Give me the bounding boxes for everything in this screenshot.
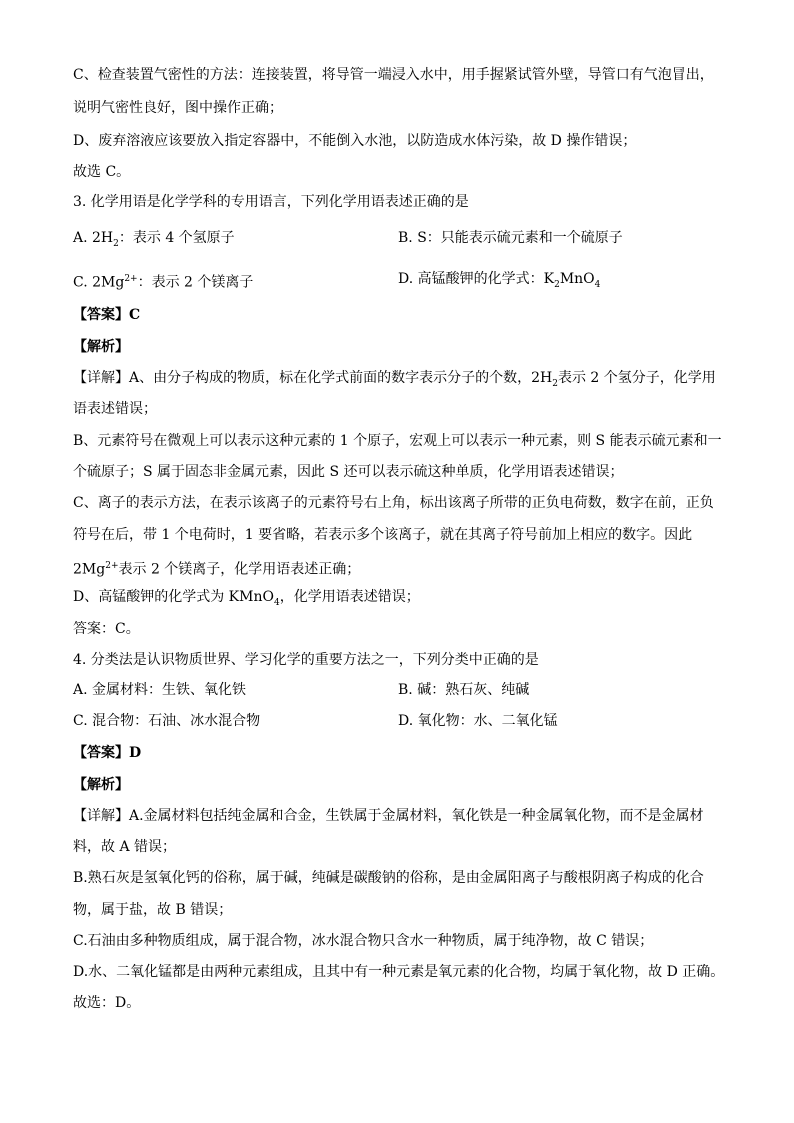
text-line: D、废弃溶液应该要放入指定容器中，不能倒入水池，以防造成水体污染，故 D 操作错误；: [73, 133, 637, 149]
question-4: 4. 分类法是认识物质世界、学习化学的重要方法之一，下列分类中正确的是: [73, 652, 539, 668]
text-line: 故选：D。: [73, 995, 141, 1011]
text-line: 符号在后，带 1 个电荷时，1 要省略，若表示多个该离子，就在其离子符号前加上相应的数字。因此: [73, 527, 693, 543]
text-line: $2Mg^{2+}$表示 2 个镁离子，化学用语表述正确；: [73, 561, 361, 578]
text-line: 料，故 A 错误；: [73, 839, 177, 855]
text-line: 【详解】A.金属材料包括纯金属和合金，生铁属于金属材料，氧化铁是一种金属氧化物，而不是金属材: [73, 808, 704, 824]
q3-option-b: B. S：只能表示硫元素和一个硫原子: [398, 230, 623, 246]
text-line: 故选 C。: [73, 164, 131, 180]
text-line: D.水、二氧化锰都是由两种元素组成，且其中有一种元素是氧元素的化合物，均属于氧化物，故 D 正确。: [73, 964, 725, 980]
analysis-label: 【解析】: [73, 777, 129, 793]
q4-option-b: B. 碱：熟石灰、纯碱: [398, 682, 530, 698]
text-line: 【详解】A、由分子构成的物质，标在化学式前面的数字表示分子的个数，$2H_2$表示 2 个氢分子，化学用: [73, 370, 716, 389]
q4-option-d: D. 氧化物：水、二氧化锰: [398, 713, 558, 729]
text-line: 物，属于盐，故 B 错误；: [73, 902, 233, 918]
text-line: C.石油由多种物质组成，属于混合物，冰水混合物只含水一种物质，属于纯净物，故 C 错误；: [73, 933, 654, 949]
answer-label: 【答案】C: [73, 307, 141, 323]
text-line: 个硫原子；S 属于固态非金属元素，因此 S 还可以表示硫这种单质，化学用语表述错误；: [73, 464, 624, 480]
q4-option-c: C. 混合物：石油、冰水混合物: [73, 713, 261, 729]
answer-label: 【答案】D: [73, 745, 142, 761]
text-line: B、元素符号在微观上可以表示这种元素的 1 个原子，宏观上可以表示一种元素，则 S 能表示硫元素和一: [73, 433, 722, 449]
text-line: 语表述错误；: [73, 401, 157, 417]
q3-option-d: D. 高锰酸钾的化学式：$K_2MnO_4$: [398, 271, 601, 290]
text-line: 说明气密性良好，图中操作正确；: [73, 100, 283, 116]
q3-option-a: A. $2H_2$：表示 4 个氢原子: [73, 230, 235, 249]
q3-option-c: C. $2Mg^{2+}$：表示 2 个镁离子: [73, 274, 254, 291]
text-line: 答案：C。: [73, 621, 140, 637]
q4-option-a: A. 金属材料：生铁、氧化铁: [73, 682, 247, 698]
question-3: 3. 化学用语是化学学科的专用语言，下列化学用语表述正确的是: [73, 194, 469, 210]
text-line: C、离子的表示方法，在表示该离子的元素符号右上角，标出该离子所带的正负电荷数，数字在前，正负: [73, 495, 714, 511]
text-line: D、高锰酸钾的化学式为 KMnO$_4$，化学用语表述错误；: [73, 589, 420, 608]
text-line: B.熟石灰是氢氧化钙的俗称，属于碱，纯碱是碳酸钠的俗称，是由金属阳离子与酸根阴离子构成的化合: [73, 870, 704, 886]
analysis-label: 【解析】: [73, 339, 129, 355]
text-line: C、检查装置气密性的方法：连接装置，将导管一端浸入水中，用手握紧试管外壁，导管口有气泡冒出，: [73, 67, 714, 83]
